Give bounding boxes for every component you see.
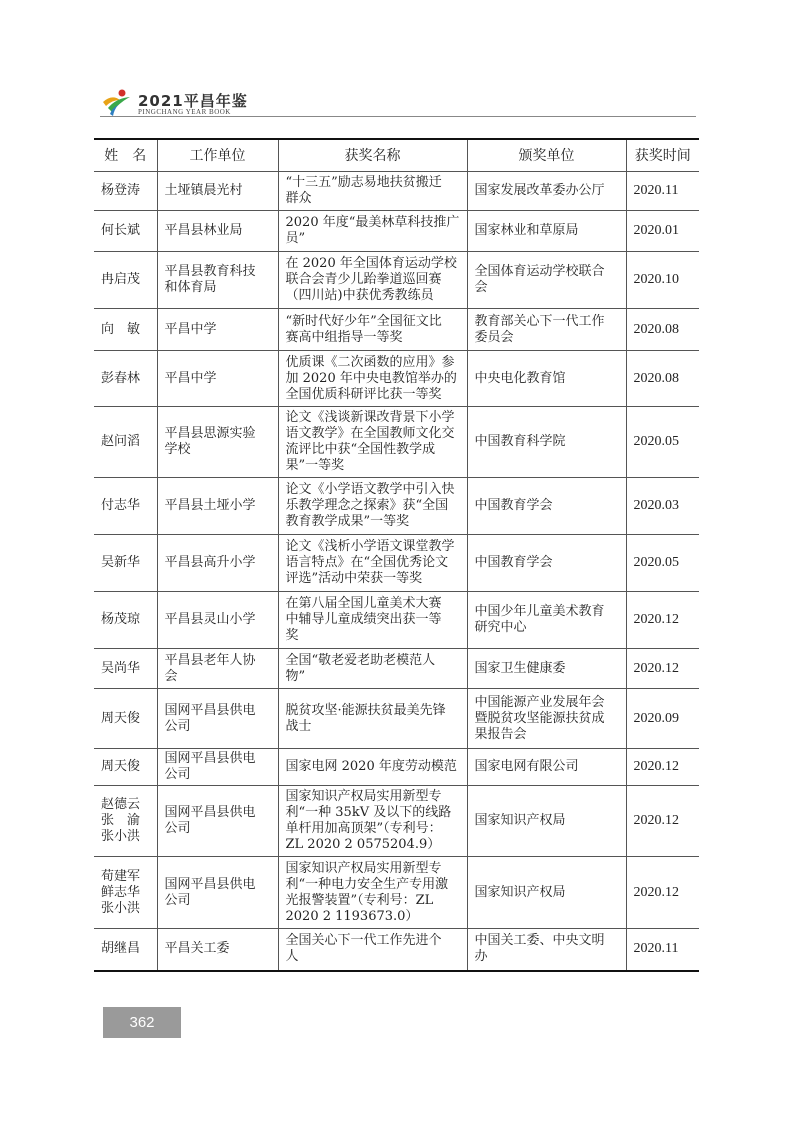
cell-award: 论文《小学语文教学中引入快 乐教学理念之探索》获“全国 教育教学成果”一等奖 — [278, 478, 467, 535]
cell-issuer: 中国少年儿童美术教育 研究中心 — [467, 592, 626, 649]
yearbook-subtitle: PINGCHANG YEAR BOOK — [138, 108, 231, 116]
cell-issuer: 中央电化教育馆 — [467, 351, 626, 407]
cell-award: 脱贫攻坚·能源扶贫最美先锋 战士 — [278, 689, 467, 749]
table-row — [94, 535, 699, 592]
cell-award: 国家知识产权局实用新型专 利“一种 35kV 及以下的线路 单杆用加高顶架”（专利号： ZL 2020 2 0575204.9） — [278, 786, 467, 857]
cell-name: 杨茂琼 — [94, 592, 157, 649]
cell-unit: 平昌中学 — [157, 309, 278, 351]
table-row — [94, 857, 699, 929]
cell-unit: 平昌县教育科技 和体育局 — [157, 252, 278, 309]
cell-unit: 土垭镇晨光村 — [157, 172, 278, 211]
cell-unit: 平昌县林业局 — [157, 211, 278, 252]
cell-award: 论文《浅谈新课改背景下小学 语文教学》在全国教师文化交 流评比中获“全国性教学成 果”一等奖 — [278, 407, 467, 478]
cell-name: 吴新华 — [94, 535, 157, 592]
cell-date: 2020.11 — [626, 172, 699, 211]
cell-award: 全国“敬老爱老助老模范人 物” — [278, 649, 467, 689]
cell-name: 周天俊 — [94, 749, 157, 786]
cell-issuer: 中国教育学会 — [467, 478, 626, 535]
cell-name: 赵德云 张 渝 张小洪 — [94, 786, 157, 857]
cell-issuer: 国家电网有限公司 — [467, 749, 626, 786]
cell-award: 在 2020 年全国体育运动学校 联合会青少儿跆拳道巡回赛 （四川站)中获优秀教练员 — [278, 252, 467, 309]
table-row — [94, 929, 699, 971]
cell-unit: 国网平昌县供电 公司 — [157, 857, 278, 929]
table-row — [94, 478, 699, 535]
cell-unit: 国网平昌县供电 公司 — [157, 689, 278, 749]
cell-unit: 国网平昌县供电 公司 — [157, 749, 278, 786]
table-row — [94, 351, 699, 407]
table-row — [94, 407, 699, 478]
cell-unit: 国网平昌县供电 公司 — [157, 786, 278, 857]
cell-name: 赵问滔 — [94, 407, 157, 478]
cell-issuer: 国家卫生健康委 — [467, 649, 626, 689]
table-row — [94, 786, 699, 857]
table-row — [94, 649, 699, 689]
cell-name: 何长斌 — [94, 211, 157, 252]
cell-unit: 平昌关工委 — [157, 929, 278, 971]
cell-date: 2020.05 — [626, 535, 699, 592]
cell-date: 2020.10 — [626, 252, 699, 309]
table-row — [94, 309, 699, 351]
cell-award: 国家电网 2020 年度劳动模范 — [278, 749, 467, 786]
cell-award: 论文《浅析小学语文课堂教学 语言特点》在“全国优秀论文 评选”活动中荣获一等奖 — [278, 535, 467, 592]
cell-unit: 平昌县老年人协 会 — [157, 649, 278, 689]
cell-name: 向 敏 — [94, 309, 157, 351]
cell-date: 2020.05 — [626, 407, 699, 478]
cell-award: 优质课《二次函数的应用》参 加 2020 年中央电教馆举办的 全国优质科研评比获一等奖 — [278, 351, 467, 407]
column-header-date: 获奖时间 — [626, 139, 699, 172]
cell-award: 2020 年度“最美林草科技推广 员” — [278, 211, 467, 252]
cell-award: 国家知识产权局实用新型专 利“一种电力安全生产专用激 光报警装置”（专利号：ZL 2020 2 1193673.0） — [278, 857, 467, 929]
cell-name: 付志华 — [94, 478, 157, 535]
header-divider — [100, 116, 696, 117]
cell-date: 2020.08 — [626, 309, 699, 351]
awards-table — [94, 138, 699, 972]
page-header — [100, 88, 700, 118]
cell-award: 全国关心下一代工作先进个 人 — [278, 929, 467, 971]
table-row — [94, 211, 699, 252]
cell-date: 2020.12 — [626, 592, 699, 649]
cell-date: 2020.01 — [626, 211, 699, 252]
cell-date: 2020.12 — [626, 786, 699, 857]
cell-award: 在第八届全国儿童美术大赛 中辅导儿童成绩突出获一等 奖 — [278, 592, 467, 649]
cell-issuer: 国家知识产权局 — [467, 786, 626, 857]
page-number: 362 — [103, 1007, 181, 1038]
cell-issuer: 国家知识产权局 — [467, 857, 626, 929]
column-header-name: 姓 名 — [94, 139, 157, 172]
cell-name: 吴尚华 — [94, 649, 157, 689]
column-header-award: 获奖名称 — [278, 139, 467, 172]
table-row — [94, 592, 699, 649]
cell-issuer: 中国关工委、中央文明 办 — [467, 929, 626, 971]
column-header-issuer: 颁奖单位 — [467, 139, 626, 172]
cell-date: 2020.08 — [626, 351, 699, 407]
cell-name: 胡继昌 — [94, 929, 157, 971]
cell-date: 2020.12 — [626, 857, 699, 929]
cell-unit: 平昌县灵山小学 — [157, 592, 278, 649]
cell-date: 2020.11 — [626, 929, 699, 971]
table-row — [94, 172, 699, 211]
yearbook-logo-icon — [100, 88, 134, 116]
table-row — [94, 749, 699, 786]
cell-unit: 平昌中学 — [157, 351, 278, 407]
cell-name: 彭春林 — [94, 351, 157, 407]
cell-issuer: 中国教育学会 — [467, 535, 626, 592]
cell-date: 2020.12 — [626, 649, 699, 689]
yearbook-title: 2021平昌年鉴 — [138, 92, 248, 110]
cell-issuer: 国家发展改革委办公厅 — [467, 172, 626, 211]
cell-issuer: 中国教育科学院 — [467, 407, 626, 478]
cell-issuer: 教育部关心下一代工作 委员会 — [467, 309, 626, 351]
cell-issuer: 中国能源产业发展年会 暨脱贫攻坚能源扶贫成 果报告会 — [467, 689, 626, 749]
cell-date: 2020.03 — [626, 478, 699, 535]
cell-name: 周天俊 — [94, 689, 157, 749]
cell-issuer: 全国体育运动学校联合 会 — [467, 252, 626, 309]
cell-name: 杨登涛 — [94, 172, 157, 211]
cell-name: 荀建军 鲜志华 张小洪 — [94, 857, 157, 929]
table-row — [94, 689, 699, 749]
cell-date: 2020.12 — [626, 749, 699, 786]
column-header-unit: 工作单位 — [157, 139, 278, 172]
cell-date: 2020.09 — [626, 689, 699, 749]
cell-award: “新时代好少年”全国征文比 赛高中组指导一等奖 — [278, 309, 467, 351]
cell-unit: 平昌县土垭小学 — [157, 478, 278, 535]
cell-unit: 平昌县高升小学 — [157, 535, 278, 592]
cell-issuer: 国家林业和草原局 — [467, 211, 626, 252]
table-row — [94, 252, 699, 309]
cell-award: “十三五”励志易地扶贫搬迁 群众 — [278, 172, 467, 211]
cell-unit: 平昌县思源实验 学校 — [157, 407, 278, 478]
cell-name: 冉启茂 — [94, 252, 157, 309]
table-header-row — [94, 139, 699, 172]
